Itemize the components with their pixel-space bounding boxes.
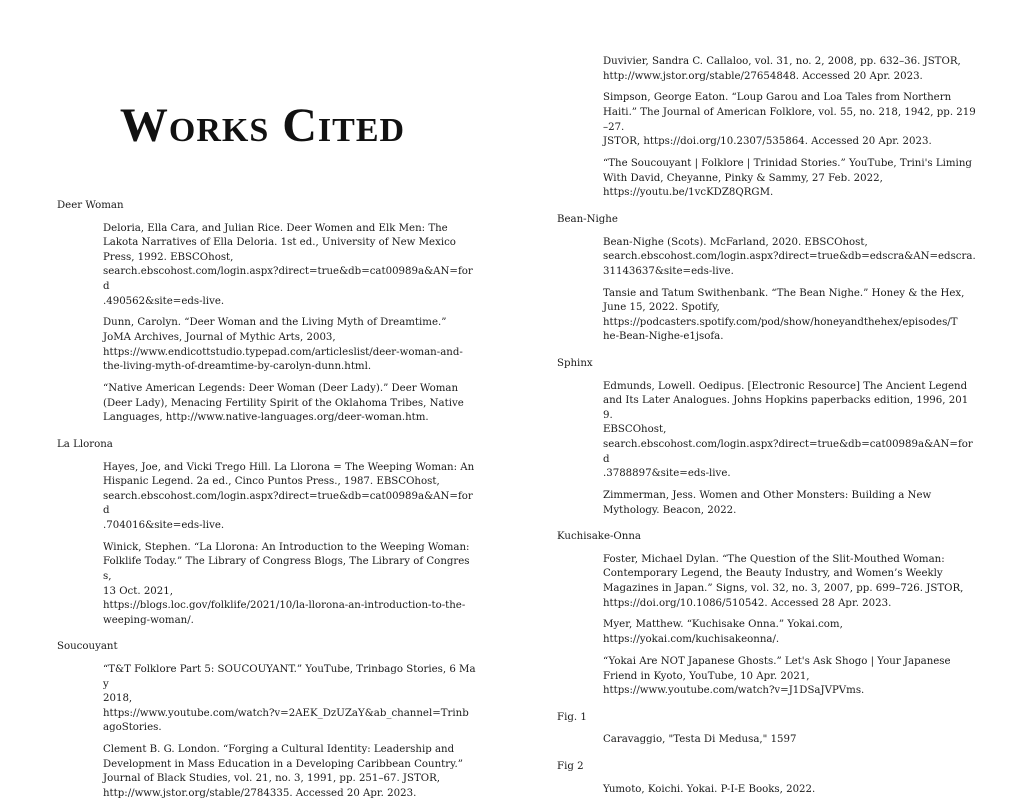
citation-line: Winick, Stephen. “La Llorona: An Introduction to the Weeping Woman: <box>103 541 470 553</box>
citation-line: Simpson, George Eaton. “Loup Garou and Loa Tales from Northern <box>603 92 952 104</box>
section-heading-fig-1: Fig. 1 <box>557 711 587 723</box>
citation-entry <box>557 489 977 518</box>
citation-entry <box>557 553 977 611</box>
citation-line: weeping-woman/. <box>103 614 194 626</box>
citation-line: .490562&site=eds-live. <box>103 295 225 307</box>
citation-entry <box>57 461 477 534</box>
citation-line: Development in Mass Education in a Developing Caribbean Country.” <box>103 758 463 770</box>
citation-line: Yumoto, Koichi. Yokai. P-I-E Books, 2022. <box>603 783 816 795</box>
citation-line: https://blogs.loc.gov/folklife/2021/10/la-llorona-an-introduction-to-the- <box>103 600 466 612</box>
citation-line: https://www.endicottstudio.typepad.com/articleslist/deer-woman-and- <box>103 346 463 358</box>
section-heading-sphinx: Sphinx <box>557 357 593 369</box>
section-heading-kuchisake-onna: Kuchisake-Onna <box>557 531 641 543</box>
citation-line: Hispanic Legend. 2a ed., Cinco Puntos Press., 1987. EBSCOhost, <box>103 476 440 488</box>
citation-entry <box>557 287 977 345</box>
section-heading-la-llorona: La Llorona <box>57 438 113 450</box>
citation-line: search.ebscohost.com/login.aspx?direct=true&db=edscra&AN=edscra. <box>603 251 976 263</box>
citation-line: Magazines in Japan.” Signs, vol. 32, no. 3, 2007, pp. 699–726. JSTOR, <box>603 583 964 594</box>
citation-line: Folklife Today.” The Library of Congress Blogs, The Library of Congress, <box>103 556 470 582</box>
citation-line: JoMA Archives, Journal of Mythic Arts, 2003, <box>103 332 336 344</box>
citation-line: https://youtu.be/1vcKDZ8QRGM. <box>603 187 774 199</box>
citation-entry <box>557 236 977 280</box>
page-title: Works Cited <box>119 99 406 152</box>
citation-line: Press, 1992. EBSCOhost, <box>103 251 234 263</box>
citation-line: Edmunds, Lowell. Oedipus. [Electronic Resource] The Ancient Legend <box>603 380 968 392</box>
citation-line: Tansie and Tatum Swithenbank. “The Bean Nighe.” Honey & the Hex, <box>603 287 965 299</box>
citation-entry <box>557 783 977 798</box>
citation-entry <box>57 663 477 736</box>
citation-line: Contemporary Legend, the Beauty Industry, and Women’s Weekly <box>603 568 943 580</box>
citation-line: Foster, Michael Dylan. “The Question of the Slit-Mouthed Woman: <box>603 553 945 565</box>
citation-line: Languages, http://www.native-languages.org/deer-woman.htm. <box>103 412 429 424</box>
citation-entry <box>57 316 477 374</box>
citation-entry <box>57 541 477 629</box>
right-column <box>557 55 977 797</box>
citation-entry <box>57 382 477 426</box>
citation-line: Zimmerman, Jess. Women and Other Monsters: Building a New <box>603 490 932 502</box>
citation-line: .704016&site=eds-live. <box>103 519 225 531</box>
citation-line: search.ebscohost.com/login.aspx?direct=true&db=cat00989a&AN=ford <box>103 266 473 292</box>
citation-line: Caravaggio, "Testa Di Medusa," 1597 <box>603 734 797 746</box>
citation-line: EBSCOhost, <box>603 424 667 436</box>
citation-line: Clement B. G. London. “Forging a Cultural Identity: Leadership and <box>103 744 455 756</box>
citation-line: Bean-Nighe (Scots). McFarland, 2020. EBSCOhost, <box>603 236 868 248</box>
citation-line: http://www.jstor.org/stable/27654848. Accessed 20 Apr. 2023. <box>603 70 923 82</box>
citation-line: Friend in Kyoto, YouTube, 10 Apr. 2021, <box>603 670 810 682</box>
citation-line: agoStories. <box>103 722 162 734</box>
citation-entry <box>557 55 977 84</box>
citation-line: “Native American Legends: Deer Woman (Deer Lady).” Deer Woman <box>103 383 459 395</box>
citation-line: https://yokai.com/kuchisakeonna/. <box>603 634 780 646</box>
citation-line: Mythology. Beacon, 2022. <box>603 504 737 516</box>
citation-entry <box>557 655 977 699</box>
citation-line: 13 Oct. 2021, <box>103 585 173 597</box>
citation-line: June 15, 2022. Spotify, <box>603 302 720 314</box>
citation-line: Deloria, Ella Cara, and Julian Rice. Deer Women and Elk Men: The <box>103 222 448 234</box>
citation-line: https://www.youtube.com/watch?v=2AEK_DzUZaY&ab_channel=Trinb <box>103 707 469 719</box>
citation-entry <box>57 222 477 310</box>
citation-line: Lakota Narratives of Ella Deloria. 1st ed., University of New Mexico <box>103 237 456 249</box>
citation-line: “The Soucouyant | Folklore | Trinidad Stories.” YouTube, Trini's Liming <box>603 158 972 170</box>
citation-entry <box>557 380 977 482</box>
citation-line: Duvivier, Sandra C. Callaloo, vol. 31, no. 2, 2008, pp. 632–36. JSTOR, <box>603 56 961 67</box>
citation-line: and Its Later Analogues. Johns Hopkins paperbacks edition, 1996, 2019. <box>603 395 969 421</box>
section-heading-fig-2: Fig 2 <box>557 760 584 772</box>
citation-line: Dunn, Carolyn. “Deer Woman and the Living Myth of Dreamtime.” <box>103 317 447 329</box>
citation-entry <box>557 733 977 748</box>
citation-line: With David, Cheyanne, Pinky & Sammy, 27 Feb. 2022, <box>603 172 883 184</box>
citation-line: the-living-myth-of-dreamtime-by-carolyn-dunn.html. <box>103 361 372 373</box>
citation-line: .3788897&site=eds-live. <box>603 468 731 480</box>
citation-line: Journal of Black Studies, vol. 21, no. 3, 1991, pp. 251–67. JSTOR, <box>103 773 441 785</box>
citation-entry <box>57 743 477 801</box>
left-column <box>57 199 477 802</box>
citation-line: 2018, <box>103 693 133 705</box>
citation-entry <box>557 157 977 201</box>
citation-line: he-Bean-Nighe-e1jsofa. <box>603 331 724 343</box>
citation-entry <box>557 91 977 149</box>
section-heading-bean-nighe: Bean-Nighe <box>557 213 618 225</box>
citation-line: 31143637&site=eds-live. <box>603 265 734 277</box>
citation-entry <box>557 618 977 647</box>
citation-line: https://www.youtube.com/watch?v=J1DSaJVPVms. <box>603 685 865 697</box>
section-heading-deer-woman: Deer Woman <box>57 200 124 211</box>
citation-line: https://doi.org/10.1086/510542. Accessed 28 Apr. 2023. <box>603 597 892 609</box>
citation-line: Myer, Matthew. “Kuchisake Onna.” Yokai.com, <box>603 619 843 631</box>
citation-line: JSTOR, https://doi.org/10.2307/535864. Accessed 20 Apr. 2023. <box>603 136 932 148</box>
citation-line: “T&T Folklore Part 5: SOUCOUYANT.” YouTube, Trinbago Stories, 6 May <box>103 663 476 690</box>
section-heading-soucouyant: Soucouyant <box>57 641 118 653</box>
citation-line: Hayes, Joe, and Vicki Trego Hill. La Llorona = The Weeping Woman: An <box>103 461 475 473</box>
citation-line: search.ebscohost.com/login.aspx?direct=true&db=cat00989a&AN=ford <box>603 438 973 465</box>
citation-line: “Yokai Are NOT Japanese Ghosts.” Let's Ask Shogo | Your Japanese <box>603 655 951 667</box>
citation-line: Haiti.” The Journal of American Folklore, vol. 55, no. 218, 1942, pp. 219–27. <box>603 107 976 133</box>
citation-line: https://podcasters.spotify.com/pod/show/honeyandthehex/episodes/T <box>603 316 958 328</box>
citation-line: http://www.jstor.org/stable/2784335. Accessed 20 Apr. 2023. <box>103 787 417 799</box>
citation-line: (Deer Lady), Menacing Fertility Spirit of the Oklahoma Tribes, Native <box>103 397 464 409</box>
citation-line: search.ebscohost.com/login.aspx?direct=true&db=cat00989a&AN=ford <box>103 490 473 517</box>
